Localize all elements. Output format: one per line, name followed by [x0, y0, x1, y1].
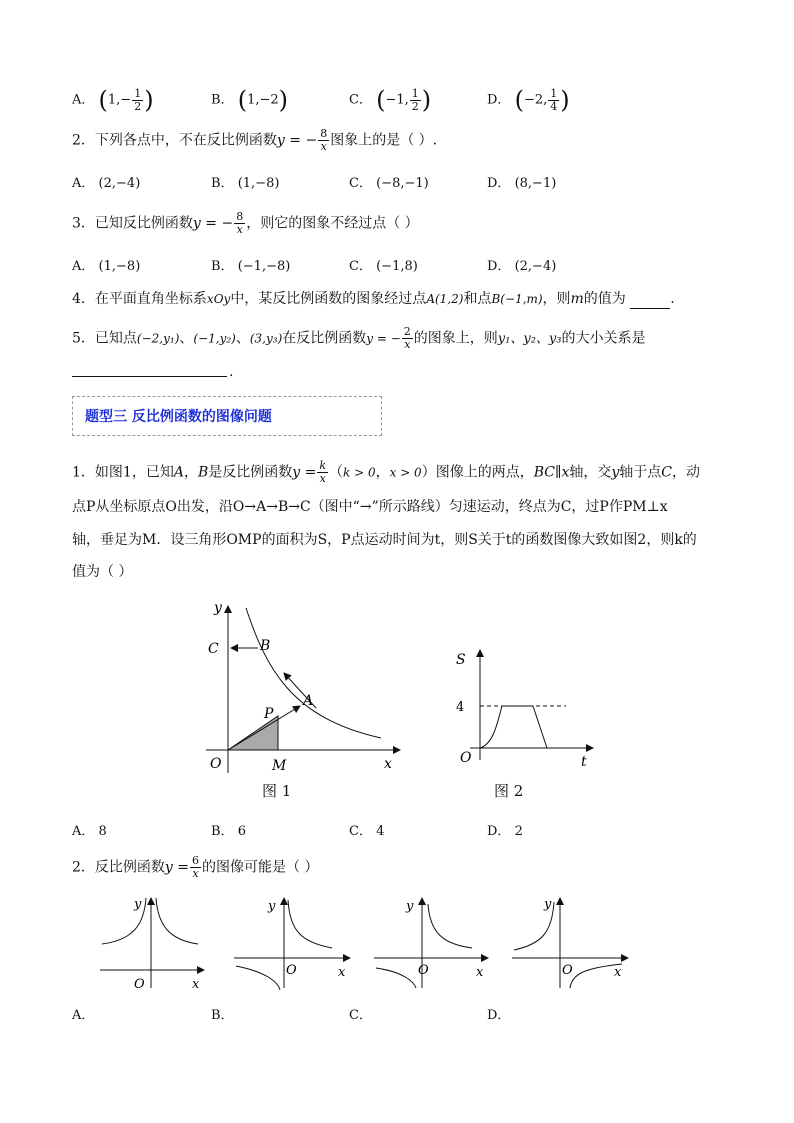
- q2-text: 2．下列各点中，不在反比例函数: [72, 132, 277, 149]
- condition-x: x > 0: [389, 465, 422, 480]
- fraction: [548, 88, 559, 113]
- answer-blank[interactable]: [630, 294, 670, 309]
- denominator: x: [404, 338, 411, 351]
- p1-text: 1．如图1，已知: [72, 464, 174, 481]
- option-label: D．: [487, 259, 511, 274]
- numerator: 1: [411, 86, 419, 100]
- label-y: y: [214, 600, 222, 616]
- option-text: 4: [376, 824, 385, 839]
- function-lhs: y = −: [192, 215, 234, 232]
- option-text: −8,−1: [381, 176, 424, 191]
- point-a: A(1,2): [426, 292, 464, 306]
- left-paren: (: [514, 86, 524, 114]
- var-b: B: [197, 464, 209, 481]
- label-x: x: [384, 756, 392, 772]
- figure-2-caption: 图 2: [494, 782, 524, 800]
- denominator: x: [192, 867, 199, 880]
- p1-option-b[interactable]: [211, 820, 246, 839]
- denominator: 4: [550, 99, 558, 113]
- section-title: 题型三 反比例函数的图像问题: [85, 409, 272, 425]
- label-p: P: [264, 706, 274, 722]
- fraction: [317, 460, 328, 485]
- q1-option-a[interactable]: [72, 86, 154, 114]
- numerator: 8: [236, 210, 244, 223]
- option-label: B．: [211, 176, 234, 191]
- q4-text: 4．在平面直角坐标系: [72, 291, 207, 307]
- function-lhs: y =: [164, 859, 190, 876]
- function-lhs: y = −: [276, 132, 318, 149]
- label-x: x: [614, 965, 622, 980]
- y-variables: y₁、y₂、y₃: [497, 331, 562, 347]
- figure-1-graph: [196, 598, 406, 778]
- option-label: B．: [211, 259, 234, 274]
- option-text: −2,: [523, 92, 548, 108]
- label-o: O: [418, 963, 429, 978]
- numerator: 1: [550, 86, 558, 100]
- q4-text: 和点: [463, 291, 492, 307]
- q1-option-c[interactable]: [349, 86, 431, 114]
- graph-option-d[interactable]: [510, 892, 630, 992]
- function-lhs: y = −: [366, 331, 401, 346]
- denominator: 2: [411, 99, 419, 113]
- q5-text: 的大小关系是: [561, 330, 646, 347]
- label-x: x: [192, 977, 200, 992]
- fraction: [190, 855, 201, 880]
- label-y: y: [544, 897, 552, 912]
- q2-option-b[interactable]: B． (1,−8): [211, 176, 280, 191]
- option-text: 8: [98, 824, 107, 839]
- fraction: [318, 128, 329, 153]
- option-label: A．: [72, 259, 95, 274]
- graph-option-c[interactable]: [372, 892, 492, 992]
- right-paren: ): [144, 86, 154, 114]
- q4-stem: [72, 289, 675, 309]
- label-s: S: [456, 652, 466, 668]
- option-text: 2: [514, 824, 523, 839]
- separator: 、: [179, 330, 194, 347]
- option-text: −1,: [385, 92, 409, 108]
- graph-option-a[interactable]: [96, 892, 208, 992]
- label-t: t: [581, 754, 587, 770]
- q4-end: .: [670, 291, 675, 307]
- p2-option-c-label[interactable]: C．: [349, 1008, 372, 1023]
- p1-option-c[interactable]: [349, 820, 384, 839]
- option-text: 1,−8: [242, 176, 275, 191]
- option-label: A．: [72, 176, 95, 191]
- numerator: 6: [192, 854, 200, 867]
- option-text: 1,−2: [247, 92, 279, 108]
- p1-text: 轴于点: [619, 464, 662, 481]
- option-text: 1,−8: [103, 259, 136, 274]
- q2-stem: [72, 128, 437, 153]
- p2-suffix: 的图像可能是（ ）: [202, 859, 319, 876]
- q5-text: 的图象上，则: [413, 330, 498, 347]
- label-o: O: [134, 977, 145, 992]
- curve-right: [288, 900, 332, 948]
- var-y: y: [611, 464, 620, 481]
- q5-answer-blank[interactable]: [72, 376, 227, 377]
- segment-bc: BC: [533, 464, 555, 481]
- q5-text: 在反比例函数: [282, 330, 367, 347]
- label-y: y: [406, 899, 414, 914]
- point-2: (−1,y₂): [193, 331, 236, 346]
- figure-2-graph: [448, 640, 598, 770]
- numerator: 1: [134, 86, 142, 100]
- q5-end: .: [229, 364, 234, 380]
- option-label: C．: [349, 259, 372, 274]
- label-x: x: [476, 965, 484, 980]
- p1-line2: 点P从坐标原点O出发，沿O→A→B→C（图中“→”所示路线）匀速运动，终点为C，过P作PM⊥x: [72, 499, 668, 515]
- q5-text: 5．已知点: [72, 330, 137, 347]
- option-text: −1,−8: [242, 259, 286, 274]
- curve-left: [236, 966, 280, 990]
- option-label: B．: [211, 824, 234, 839]
- right-paren: ): [560, 86, 570, 114]
- label-4: 4: [456, 700, 465, 715]
- option-label: C．: [349, 824, 372, 839]
- label-c: C: [208, 641, 219, 657]
- q4-text: 的值为: [583, 291, 626, 307]
- option-label: D．: [487, 824, 511, 839]
- point-1: (−2,y₁): [136, 331, 180, 346]
- p1-text: 是反比例函数: [208, 464, 293, 481]
- q1-option-b[interactable]: [211, 86, 288, 114]
- option-text: 6: [237, 824, 246, 839]
- label-x: x: [338, 965, 346, 980]
- left-paren: (: [376, 86, 386, 114]
- fraction: [132, 88, 143, 113]
- option-text: 1,−: [107, 92, 132, 108]
- option-label: A．: [72, 92, 95, 108]
- p1-text: ，: [183, 464, 198, 481]
- p2-option-d-label[interactable]: D．: [487, 1008, 511, 1023]
- s-t-curve: [480, 706, 547, 748]
- p1-option-d[interactable]: [487, 820, 523, 839]
- q2-option-d[interactable]: D． (8,−1): [487, 176, 557, 191]
- denominator: 2: [134, 99, 142, 113]
- label-b: B: [260, 638, 271, 654]
- option-label: B．: [211, 92, 234, 108]
- label-o: O: [286, 963, 297, 978]
- curve-right: [428, 904, 472, 948]
- p1-option-a[interactable]: [72, 820, 107, 839]
- p2-text: 2．反比例函数: [72, 859, 165, 876]
- q3-option-a[interactable]: A． (1,−8): [72, 259, 141, 274]
- p1-line1: [72, 460, 700, 485]
- option-text: 2,−4: [519, 259, 552, 274]
- denominator: x: [319, 472, 326, 485]
- var-x: x: [561, 464, 570, 481]
- left-paren: (: [98, 86, 108, 114]
- p1-text: ，动: [671, 464, 700, 481]
- p1-line4: 值为（ ）: [72, 564, 133, 580]
- label-o: O: [210, 756, 222, 772]
- left-paren: (: [237, 86, 248, 114]
- curve-right: [156, 898, 198, 944]
- p1-text: ）图像上的两点，: [421, 464, 534, 481]
- point-b: B(−1,m): [491, 292, 543, 306]
- q2-suffix: 图象上的是（ ）.: [330, 132, 438, 149]
- q3-suffix: ，则它的图象不经过点（ ）: [246, 215, 419, 232]
- condition-k: k > 0: [343, 465, 376, 480]
- separator: 、: [235, 330, 250, 347]
- section-header-box: [72, 396, 382, 436]
- coordinate-system: xOy: [206, 292, 231, 306]
- p2-stem: [72, 855, 318, 880]
- fraction: [402, 326, 413, 351]
- option-label: C．: [349, 176, 372, 191]
- option-label: D．: [487, 92, 511, 108]
- figure-1-caption: 图 1: [262, 782, 292, 800]
- p2-option-b-label[interactable]: B．: [211, 1008, 234, 1023]
- point-3: (3,y₃): [249, 331, 283, 346]
- curve-left: [376, 968, 416, 988]
- q3-option-b[interactable]: B． (−1,−8): [211, 259, 291, 274]
- function-lhs: y =: [292, 464, 317, 481]
- p1-line3: 轴，垂足为M．设三角形OMP的面积为S，P点运动时间为t，则S关于t的函数图像大致如图2，则k的: [72, 532, 697, 548]
- numerator: 2: [403, 325, 411, 338]
- q3-option-c[interactable]: C． (−1,8): [349, 259, 418, 274]
- option-label: C．: [349, 92, 372, 108]
- variable-m: m: [570, 291, 584, 307]
- fraction: [410, 88, 421, 113]
- numerator: 8: [320, 127, 328, 140]
- q4-text: 中，某反比例函数的图象经过点: [230, 291, 427, 307]
- option-label: D．: [487, 176, 511, 191]
- label-a: A: [303, 693, 314, 709]
- numerator: k: [319, 459, 327, 472]
- option-label: A．: [72, 824, 95, 839]
- right-paren: ): [421, 86, 432, 114]
- p2-option-a-label[interactable]: A．: [72, 1008, 95, 1023]
- option-text: −1,8: [381, 259, 413, 274]
- right-paren: ): [278, 86, 289, 114]
- p1-text: ，: [375, 464, 390, 481]
- label-o: O: [460, 750, 472, 766]
- parallel-sign: ∥: [554, 464, 562, 481]
- q1-option-d[interactable]: [487, 86, 570, 114]
- p1-text: 轴，交: [569, 464, 612, 481]
- p1-text: （: [329, 464, 344, 481]
- graph-option-b[interactable]: [232, 892, 352, 992]
- var-c: C: [661, 464, 672, 481]
- denominator: x: [236, 223, 243, 236]
- q2-option-c[interactable]: C． (−8,−1): [349, 176, 429, 191]
- q5-stem: [72, 326, 645, 351]
- q3-stem: [72, 211, 419, 236]
- q4-text: ，则: [542, 291, 571, 307]
- q3-option-d[interactable]: D． (2,−4): [487, 259, 557, 274]
- fraction: [234, 211, 245, 236]
- q2-option-a[interactable]: A． (2,−4): [72, 176, 141, 191]
- label-y: y: [268, 899, 276, 914]
- q3-text: 3．已知反比例函数: [72, 215, 193, 232]
- var-a: A: [173, 464, 184, 481]
- label-m: M: [272, 758, 287, 774]
- label-o: O: [562, 963, 573, 978]
- option-text: 2,−4: [103, 176, 136, 191]
- label-y: y: [134, 897, 142, 912]
- denominator: x: [320, 140, 327, 153]
- option-text: 8,−1: [519, 176, 552, 191]
